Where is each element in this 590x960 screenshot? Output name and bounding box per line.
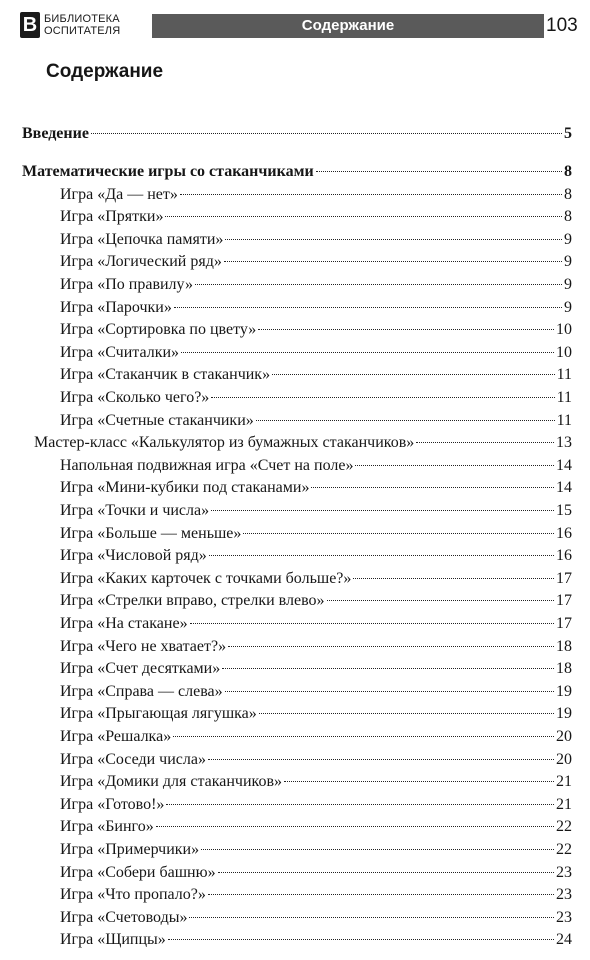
toc-entry-page: 20 [556,750,572,768]
toc-entry-title: Игра «Больше — меньше» [60,524,242,542]
toc-entry [60,659,572,679]
toc-entry-title: Игра «Цепочка памяти» [60,230,224,248]
toc-entry-page: 17 [556,569,572,587]
toc-entry-page: 20 [556,728,572,745]
header-section-title: Содержание [152,14,544,38]
toc-entry [60,546,572,566]
toc-entry-page: 14 [556,479,572,497]
series-logo-line-2: ОСПИТАТЕЛЯ [44,25,121,37]
toc-dot-leader [311,487,554,488]
toc-dot-leader [327,600,554,601]
toc-dot-leader [225,691,554,692]
toc-entry [60,207,572,227]
toc-entry [22,162,572,182]
toc-entry-page: 16 [556,524,572,542]
toc-entry-title: Игра «На стакане» [60,615,188,632]
toc-dot-leader [218,872,554,873]
toc-entry [60,388,572,408]
toc-dot-leader [243,533,554,534]
toc-dot-leader [91,133,562,134]
toc-dot-leader [208,894,554,895]
toc-dot-leader [222,668,554,669]
toc-entry [22,124,572,144]
toc-dot-leader [195,284,562,285]
toc-entry-page: 19 [556,682,572,700]
series-logo-line-1: БИБЛИОТЕКА [44,13,120,25]
toc-entry [60,885,572,905]
toc-entry-title: Игра «Прыгающая лягушка» [60,705,257,723]
toc-entry-title: Игра «Счетоводы» [60,908,188,926]
toc-dot-leader [201,849,554,850]
toc-entry [60,456,572,476]
toc-entry [60,275,572,295]
toc-entry-title: Игра «Счет десятками» [60,660,221,678]
toc-entry-title: Игра «Прятки» [60,208,164,226]
toc-dot-leader [168,939,554,940]
toc-entry-page: 10 [556,343,572,361]
toc-dot-leader [209,555,554,556]
toc-entry-title: Игра «Сколько чего?» [60,389,210,406]
toc-entry-page: 21 [556,795,572,813]
toc-entry-page: 15 [556,502,572,519]
toc-entry-page: 23 [556,863,572,881]
toc-entry-title: Игра «Мини-кубики под стаканами» [60,479,310,497]
toc-entry-page: 9 [564,276,572,293]
toc-entry [60,230,572,250]
toc-entry-title: Игра «Щипцы» [60,931,166,949]
toc-dot-leader [272,374,555,375]
toc-entry-page: 18 [556,660,572,678]
toc-entry [60,591,572,611]
toc-entry-page: 17 [556,592,572,610]
toc-entry-page: 17 [556,615,572,632]
toc-entry [60,411,572,431]
toc-entry-page: 11 [556,366,572,384]
toc-entry-title: Игра «По правилу» [60,276,193,293]
toc-entry [60,930,572,950]
toc-entry-page: 8 [564,208,572,226]
toc-dot-leader [353,578,554,579]
toc-entry-title: Напольная подвижная игра «Счет на поле» [60,456,354,474]
toc-entry [60,569,572,589]
toc-entry-title: Игра «Каких карточек с точками больше?» [60,569,352,587]
toc-entry-title: Игра «Домики для стаканчиков» [60,773,283,791]
toc-dot-leader [258,329,554,330]
page-title: Содержание [46,61,164,82]
toc-dot-leader [316,171,562,172]
toc-entry [60,478,572,498]
toc-entry [60,524,572,544]
toc-dot-leader [224,261,562,262]
series-logo-mark: В [20,12,40,38]
toc-entry-page: 21 [556,773,572,791]
toc-dot-leader [190,623,554,624]
toc-entry [60,298,572,318]
toc-entry-page: 22 [556,841,572,858]
toc-entry-title: Игра «Парочки» [60,298,172,316]
toc-entry-title: Игра «Логический ряд» [60,253,222,271]
toc-entry-title: Игра «Решалка» [60,728,172,745]
toc-entry [60,501,572,521]
toc-entry-title: Введение [22,125,89,142]
toc-dot-leader [355,465,554,466]
toc-entry-title: Игра «Стаканчик в стаканчик» [60,366,271,384]
toc-dot-leader [174,307,562,308]
toc-entry-page: 22 [556,818,572,836]
toc-entry-title: Игра «Числовой ряд» [60,547,207,565]
toc-entry-page: 18 [556,637,572,655]
toc-dot-leader [259,713,554,714]
toc-entry-title: Игра «Справа — слева» [60,682,223,700]
toc-entry-page: 8 [564,163,572,180]
toc-entry-page: 23 [556,886,572,904]
toc-entry-title: Игра «Стрелки вправо, стрелки влево» [60,592,325,610]
toc-entry [60,704,572,724]
toc-entry [60,817,572,837]
toc-entry-title: Игра «Счетные стаканчики» [60,411,254,429]
toc-entry-title: Игра «Считалки» [60,343,180,361]
toc-entry-page: 14 [556,456,572,474]
toc-entry-page: 11 [556,411,572,429]
toc-entry-title: Игра «Чего не хватает?» [60,637,227,655]
toc-entry [60,637,572,657]
toc-dot-leader [211,397,554,398]
toc-dot-leader [180,194,562,195]
toc-dot-leader [284,781,554,782]
toc-entry [60,682,572,702]
toc-entry-title: Игра «Да — нет» [60,185,178,203]
toc-entry [60,795,572,815]
toc-entry [60,908,572,928]
toc-dot-leader [173,736,554,737]
toc-entry-title: Игра «Соседи числа» [60,750,206,768]
header-page-number: 103 [546,15,578,36]
toc-entry-page: 13 [556,434,572,452]
toc-entry-title: Игра «Бинго» [60,818,154,836]
toc-dot-leader [156,826,554,827]
toc-entry-page: 9 [564,253,572,271]
toc-entry [60,614,572,634]
toc-entry-page: 16 [556,547,572,565]
running-header [20,12,576,40]
toc-entry-title: Игра «Примерчики» [60,841,200,858]
toc-entry-title: Математические игры со стаканчиками [22,163,314,180]
toc-entry [60,365,572,385]
toc-dot-leader [211,510,554,511]
toc-entry-page: 23 [556,908,572,926]
toc-entry [60,343,572,363]
toc-entry-page: 24 [556,931,572,949]
toc-entry-title: Игра «Собери башню» [60,863,216,881]
toc-entry-title: Игра «Готово!» [60,795,165,813]
toc-entry [60,727,572,747]
toc-dot-leader [189,917,554,918]
toc-dot-leader [256,420,555,421]
toc-entry [60,185,572,205]
toc-entry-page: 9 [564,298,572,316]
toc-entry [60,320,572,340]
toc-entry-title: Игра «Что пропало?» [60,886,206,904]
toc-dot-leader [416,442,554,443]
toc-dot-leader [165,216,562,217]
toc-entry-title: Игра «Точки и числа» [60,502,210,519]
toc-entry [34,433,572,453]
toc-entry-page: 8 [564,185,572,203]
toc-entry [60,863,572,883]
toc-dot-leader [208,759,554,760]
toc-entry-title: Мастер-класс «Калькулятор из бумажных стаканчиков» [34,434,415,452]
toc-dot-leader [181,352,554,353]
toc-entry-title: Игра «Сортировка по цвету» [60,321,257,339]
toc-entry-page: 11 [556,389,572,406]
toc-entry-page: 9 [564,230,572,248]
toc-dot-leader [225,239,562,240]
toc-dot-leader [228,646,554,647]
toc-entry [60,840,572,860]
toc-entry-page: 19 [556,705,572,723]
toc-entry-page: 10 [556,321,572,339]
toc-entry-page: 5 [564,125,572,142]
toc-entry [60,252,572,272]
toc-dot-leader [166,804,554,805]
toc-entry [60,772,572,792]
series-logo-text [44,13,154,37]
toc-entry [60,750,572,770]
